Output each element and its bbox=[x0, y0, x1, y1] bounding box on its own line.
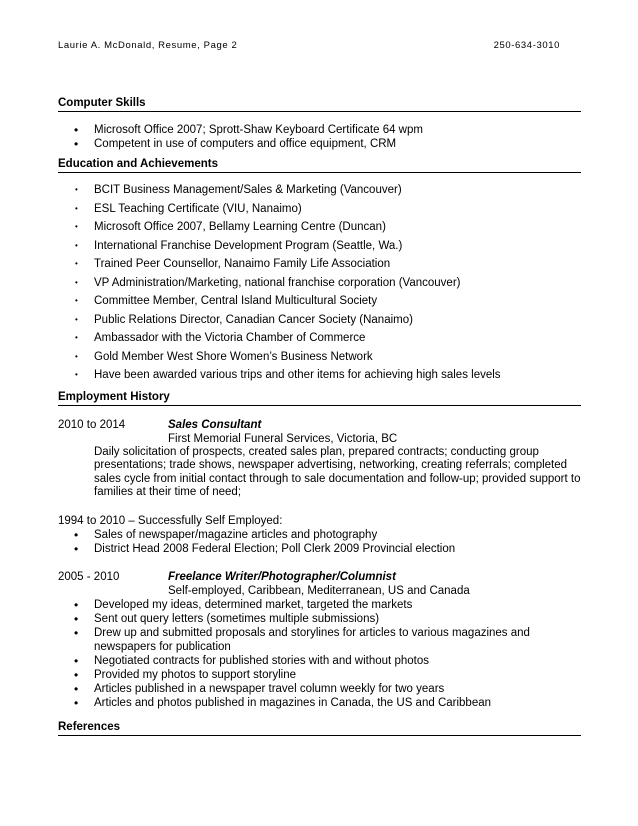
job-freelance-writer bbox=[58, 570, 581, 710]
list-item: • ESL Teaching Certificate (VIU, Nanaimo) bbox=[58, 200, 581, 219]
job-employer: First Memorial Funeral Services, Victoria, BC bbox=[168, 432, 398, 445]
page-header bbox=[58, 40, 560, 51]
computer-skills-list bbox=[58, 123, 581, 151]
header-name: Laurie A. McDonald, Resume, Page 2 bbox=[58, 40, 238, 51]
job-title: Freelance Writer/Photographer/Columnist bbox=[168, 570, 396, 583]
education-list bbox=[58, 181, 581, 385]
resume-body bbox=[58, 97, 581, 736]
list-item: • Committee Member, Central Island Multicultural Society bbox=[58, 292, 581, 311]
list-item: • Have been awarded various trips and other items for achieving high sales levels bbox=[58, 366, 581, 385]
job-dates: 2005 - 2010 bbox=[58, 570, 120, 583]
list-item: • Developed my ideas, determined market, targeted the markets bbox=[58, 598, 581, 612]
header-phone: 250-634-3010 bbox=[493, 40, 560, 51]
list-item: • Microsoft Office 2007, Bellamy Learning Centre (Duncan) bbox=[58, 218, 581, 237]
computer-skills-heading: Computer Skills bbox=[58, 97, 581, 112]
job-header: 1994 to 2010 – Successfully Self Employed: bbox=[58, 514, 283, 527]
job-employer: Self-employed, Caribbean, Mediterranean, US and Canada bbox=[168, 584, 470, 597]
list-item: • Articles and photos published in magazines in Canada, the US and Caribbean bbox=[58, 696, 581, 710]
list-item: • Ambassador with the Victoria Chamber of Commerce bbox=[58, 329, 581, 348]
job-sales-consultant bbox=[58, 418, 581, 500]
list-item: • Microsoft Office 2007; Sprott-Shaw Keyboard Certificate 64 wpm bbox=[58, 123, 581, 137]
list-item: • VP Administration/Marketing, national franchise corporation (Vancouver) bbox=[58, 274, 581, 293]
employment-heading: Employment History bbox=[58, 391, 581, 406]
list-item: • District Head 2008 Federal Election; Poll Clerk 2009 Provincial election bbox=[58, 542, 581, 556]
list-item: • Gold Member West Shore Women’s Business Network bbox=[58, 348, 581, 367]
references-heading: References bbox=[58, 721, 581, 736]
list-item: • International Franchise Development Program (Seattle, Wa.) bbox=[58, 237, 581, 256]
education-heading: Education and Achievements bbox=[58, 158, 581, 173]
job-description: Daily solicitation of prospects, created sales plan, prepared contracts; conducting group presentations; trade shows, newspaper advertising, networking, creating referrals; completed sales cycle from initial contact through to sale documentation and follow-up; provided support to families at their time of need; bbox=[94, 445, 581, 498]
list-item: • Public Relations Director, Canadian Cancer Society (Nanaimo) bbox=[58, 311, 581, 330]
list-item: • Sent out query letters (sometimes multiple submissions) bbox=[58, 612, 581, 626]
list-item: • Articles published in a newspaper travel column weekly for two years bbox=[58, 682, 581, 696]
job-title: Sales Consultant bbox=[168, 418, 262, 431]
list-item: • Competent in use of computers and office equipment, CRM bbox=[58, 137, 581, 151]
list-item: • BCIT Business Management/Sales & Marketing (Vancouver) bbox=[58, 181, 581, 200]
job-self-employed bbox=[58, 514, 581, 556]
list-item: • Negotiated contracts for published stories with and without photos bbox=[58, 654, 581, 668]
list-item: • Sales of newspaper/magazine articles and photography bbox=[58, 528, 581, 542]
list-item: • Provided my photos to support storyline bbox=[58, 668, 581, 682]
job-dates: 2010 to 2014 bbox=[58, 418, 126, 431]
list-item: • Trained Peer Counsellor, Nanaimo Family Life Association bbox=[58, 255, 581, 274]
job-freelance-list bbox=[58, 598, 581, 710]
list-item: • Drew up and submitted proposals and storylines for articles to various magazines and newspapers for publication bbox=[58, 626, 581, 654]
job-self-employed-list bbox=[58, 528, 581, 556]
